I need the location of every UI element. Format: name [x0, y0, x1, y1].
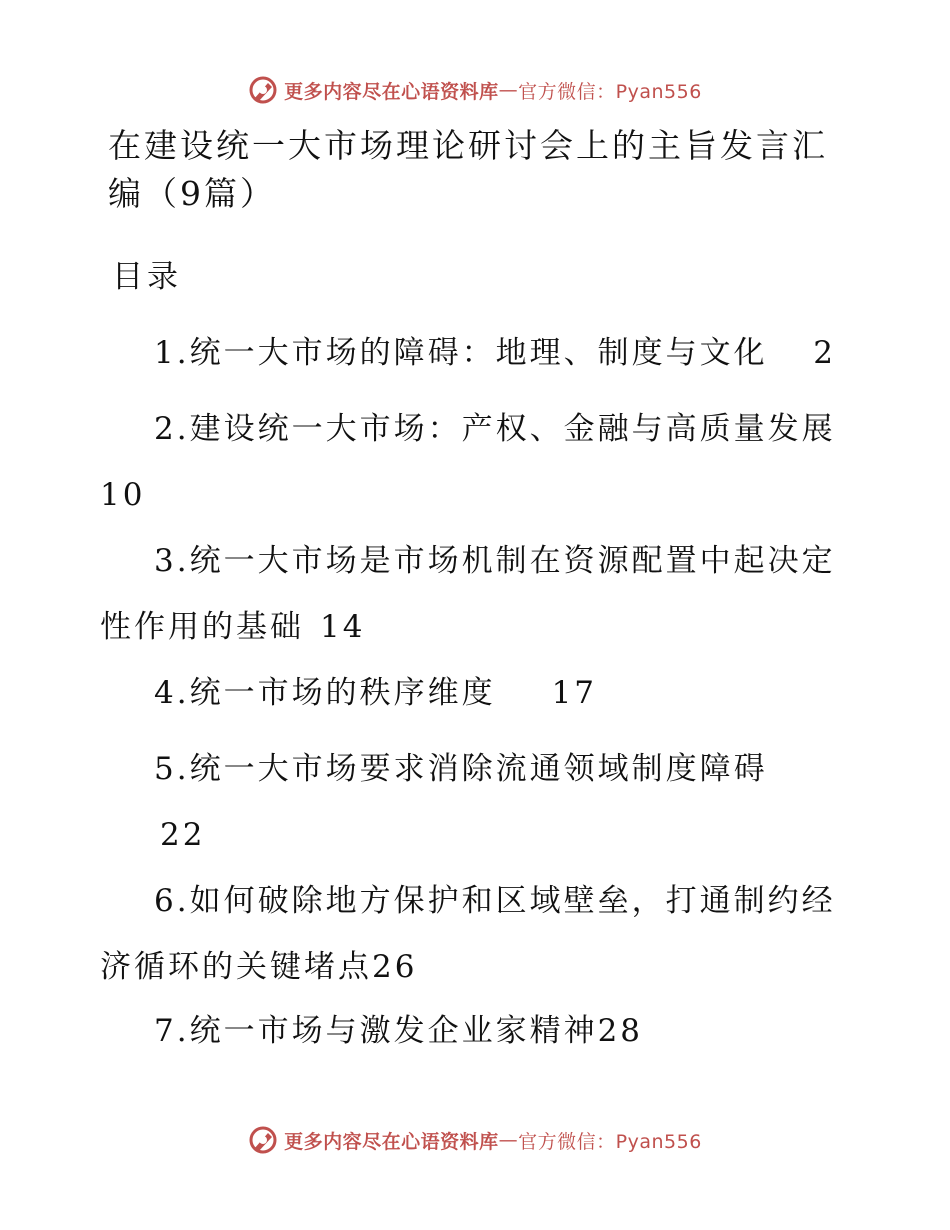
pen-logo-icon — [248, 1125, 278, 1155]
watermark-separator: — — [498, 1129, 519, 1151]
toc-item-text: 建设统一大市场：产权、金融与高质量发展 — [189, 411, 836, 447]
toc-item[interactable] — [100, 528, 840, 660]
toc-item-page: 2 — [813, 335, 836, 371]
toc-item[interactable] — [100, 868, 840, 1000]
pen-logo-icon — [248, 75, 278, 105]
toc-item-text: 如何破除地方保护和区域壁垒，打通制约经济循环的关键堵点 — [100, 883, 836, 985]
toc-item-text: 统一大市场要求消除流通领域制度障碍 — [189, 751, 768, 787]
toc-item[interactable] — [100, 998, 840, 1064]
toc-item-number: 6. — [154, 883, 190, 919]
toc-item-text: 统一市场与激发企业家精神 — [189, 1013, 598, 1049]
toc-item-text: 统一大市场的障碍：地理、制度与文化 — [189, 335, 768, 371]
toc-item-number: 3. — [154, 543, 190, 579]
watermark-separator: — — [498, 79, 519, 101]
watermark-text: 更多内容尽在心语资料库 — [284, 1130, 499, 1153]
toc-item-number: 7. — [154, 1013, 190, 1049]
toc-item-text: 统一大市场是市场机制在资源配置中起决定性作用的基础 — [100, 543, 836, 645]
toc-item-page: 28 — [597, 1013, 644, 1049]
watermark-text: 更多内容尽在心语资料库 — [284, 80, 499, 103]
toc-item[interactable] — [100, 320, 840, 386]
toc-item[interactable] — [100, 396, 840, 528]
toc-item-number: 2. — [154, 411, 190, 447]
toc-item-page: 22 — [160, 817, 206, 853]
footer-watermark — [0, 1120, 950, 1160]
toc-item-page: 14 — [320, 609, 366, 645]
toc-item-text: 统一市场的秩序维度 — [189, 675, 496, 711]
toc-heading: 目录 — [112, 259, 182, 295]
toc-item-page: 17 — [551, 675, 598, 711]
toc-item-number: 5. — [154, 751, 190, 787]
watermark-wechat: 官方微信：Pyan556 — [518, 1130, 702, 1153]
toc-item-page: 10 — [100, 477, 146, 513]
toc-item[interactable] — [100, 736, 840, 868]
toc-item[interactable] — [100, 660, 840, 726]
toc-item-number: 4. — [154, 675, 190, 711]
watermark-wechat: 官方微信：Pyan556 — [518, 80, 702, 103]
document-title: 在建设统一大市场理论研讨会上的主旨发言汇编（9篇） — [108, 126, 828, 213]
toc-item-number: 1. — [154, 335, 190, 371]
toc-item-page: 26 — [372, 949, 418, 985]
header-watermark — [0, 70, 950, 110]
